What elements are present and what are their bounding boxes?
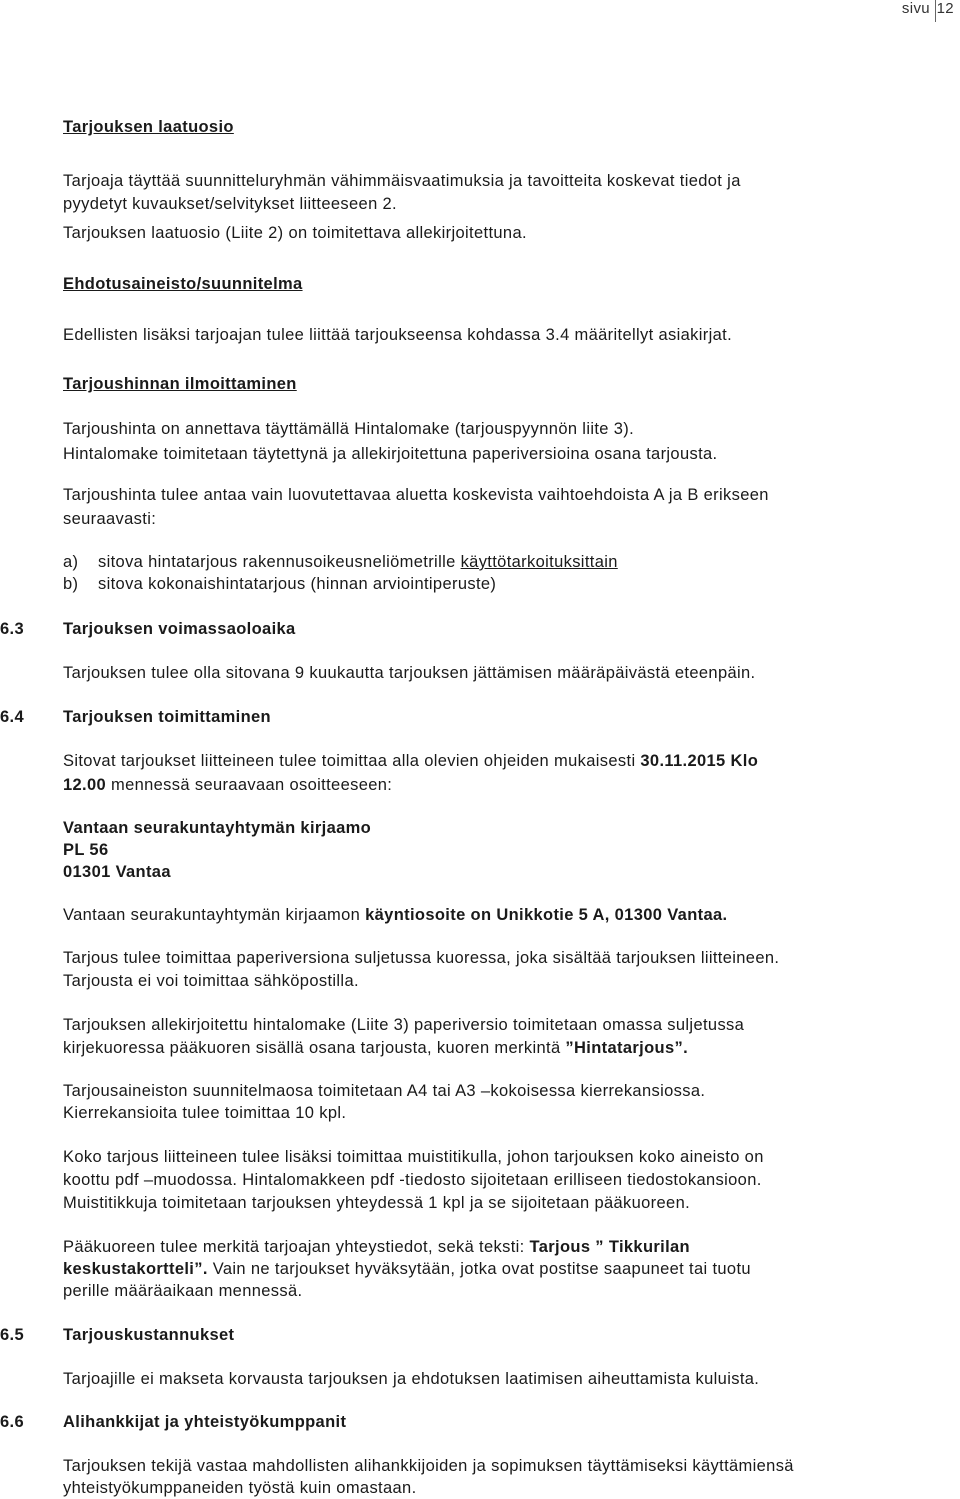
address-line: PL 56 xyxy=(63,841,109,859)
paragraph-line: Tarjouksen laatuosio (Liite 2) on toimitettava allekirjoitettuna. xyxy=(63,224,527,242)
list-item-a-text: sitova hintatarjous rakennusoikeusneliömetrille xyxy=(98,553,461,571)
section-number-6-6: 6.6 xyxy=(0,1413,24,1431)
paragraph-line: perille määräaikaan mennessä. xyxy=(63,1282,303,1300)
paragraph-line xyxy=(63,904,727,926)
paragraph-line: Koko tarjous liitteineen tulee lisäksi toimittaa muistitikulla, johon tarjouksen koko aineisto on xyxy=(63,1148,764,1166)
envelope-marking: ”Hintatarjous”. xyxy=(565,1039,689,1057)
text-run: Pääkuoreen tulee merkitä tarjoajan yhteystiedot, sekä teksti: xyxy=(63,1238,530,1256)
paragraph-line xyxy=(63,750,758,772)
list-item-a xyxy=(98,551,618,573)
paragraph-line xyxy=(63,1037,688,1059)
paragraph-line: Edellisten lisäksi tarjoajan tulee liittää tarjoukseensa kohdassa 3.4 määritellyt asiakirjat. xyxy=(63,326,733,344)
paragraph-line: Tarjous tulee toimittaa paperiversiona suljetussa kuoressa, joka sisältää tarjouksen liitteineen. xyxy=(63,949,780,967)
visit-address: käyntiosoite on Unikkotie 5 A, 01300 Vantaa. xyxy=(365,906,728,924)
list-marker-b: b) xyxy=(63,575,79,593)
section-title-6-4: Tarjouksen toimittaminen xyxy=(63,708,271,726)
section-title-6-5: Tarjouskustannukset xyxy=(63,1326,235,1344)
text-run: kirjekuoressa pääkuoren sisällä osana tarjousta, kuoren merkintä xyxy=(63,1039,566,1057)
address-line: Vantaan seurakuntayhtymän kirjaamo xyxy=(63,819,372,837)
page-number: 12 xyxy=(936,0,954,17)
paragraph-line: Tarjoajille ei makseta korvausta tarjouksen ja ehdotuksen laatimisen aiheuttamista kuluista. xyxy=(63,1370,760,1388)
text-run: Vain ne tarjoukset hyväksytään, jotka ovat postitse saapuneet tai tuotu xyxy=(207,1260,751,1278)
text-run: Sitovat tarjoukset liitteineen tulee toimittaa alla olevien ohjeiden mukaisesti xyxy=(63,752,641,770)
paragraph-line xyxy=(63,1258,751,1280)
paragraph-line: Tarjousaineiston suunnitelmaosa toimitetaan A4 tai A3 –kokoisessa kierrekansiossa. xyxy=(63,1082,706,1100)
text-run: mennessä seuraavaan osoitteeseen: xyxy=(106,776,393,794)
address-line: 01301 Vantaa xyxy=(63,863,171,881)
section-number-6-3: 6.3 xyxy=(0,620,24,638)
paragraph-line: Tarjouksen tekijä vastaa mahdollisten alihankkijoiden ja sopimuksen täyttämiseksi käyttämiensä xyxy=(63,1457,794,1475)
section-title-6-3: Tarjouksen voimassaoloaika xyxy=(63,620,296,638)
envelope-text: Tarjous ” Tikkurilan xyxy=(529,1238,690,1256)
page-label: sivu xyxy=(901,0,930,17)
paragraph-line: Kierrekansioita tulee toimittaa 10 kpl. xyxy=(63,1104,347,1122)
heading-tarjoushinta: Tarjoushinnan ilmoittaminen xyxy=(63,375,297,393)
heading-laatuosio: Tarjouksen laatuosio xyxy=(63,118,234,136)
paragraph-line: koottu pdf –muodossa. Hintalomakkeen pdf -tiedosto sijoitetaan erilliseen tiedostokansioon. xyxy=(63,1171,762,1189)
section-title-6-6: Alihankkijat ja yhteistyökumppanit xyxy=(63,1413,347,1431)
envelope-text: keskustakortteli”. xyxy=(63,1260,208,1278)
list-marker-a: a) xyxy=(63,553,79,571)
paragraph-line: Tarjouksen tulee olla sitovana 9 kuukautta tarjouksen jättämisen määräpäivästä eteenpäin. xyxy=(63,664,756,682)
paragraph-line: Tarjoaja täyttää suunnitteluryhmän vähimmäisvaatimuksia ja tavoitteita koskevat tiedot ja xyxy=(63,172,741,190)
paragraph-line: pyydetyt kuvaukset/selvitykset liitteeseen 2. xyxy=(63,195,397,213)
paragraph-line: Tarjoushinta tulee antaa vain luovutettavaa aluetta koskevista vaihtoehdoista A ja B erikseen xyxy=(63,486,769,504)
paragraph-line: Hintalomake toimitetaan täytettynä ja allekirjoitettuna paperiversioina osana tarjousta. xyxy=(63,445,718,463)
section-number-6-5: 6.5 xyxy=(0,1326,24,1344)
header-divider xyxy=(935,0,936,22)
deadline-time: 12.00 xyxy=(63,776,107,794)
text-run: Vantaan seurakuntayhtymän kirjaamon xyxy=(63,906,366,924)
heading-ehdotusaineisto: Ehdotusaineisto/suunnitelma xyxy=(63,275,303,293)
list-item-b: sitova kokonaishintatarjous (hinnan arviointiperuste) xyxy=(98,575,497,593)
section-number-6-4: 6.4 xyxy=(0,708,24,726)
paragraph-line: Muistitikkuja toimitetaan tarjouksen yhteydessä 1 kpl ja se sijoitetaan pääkuoreen. xyxy=(63,1194,691,1212)
deadline-date: 30.11.2015 Klo xyxy=(640,752,759,770)
paragraph-line xyxy=(63,774,392,796)
paragraph-line: Tarjoushinta on annettava täyttämällä Hintalomake (tarjouspyynnön liite 3). xyxy=(63,420,635,438)
paragraph-line: Tarjousta ei voi toimittaa sähköpostilla. xyxy=(63,972,359,990)
paragraph-line xyxy=(63,1236,690,1258)
paragraph-line: Tarjouksen allekirjoitettu hintalomake (Liite 3) paperiversio toimitetaan omassa suljetussa xyxy=(63,1016,745,1034)
paragraph-line: seuraavasti: xyxy=(63,510,157,528)
list-item-a-underlined: käyttötarkoituksittain xyxy=(460,553,618,571)
paragraph-line: yhteistyökumppaneiden työstä kuin omastaan. xyxy=(63,1479,417,1497)
